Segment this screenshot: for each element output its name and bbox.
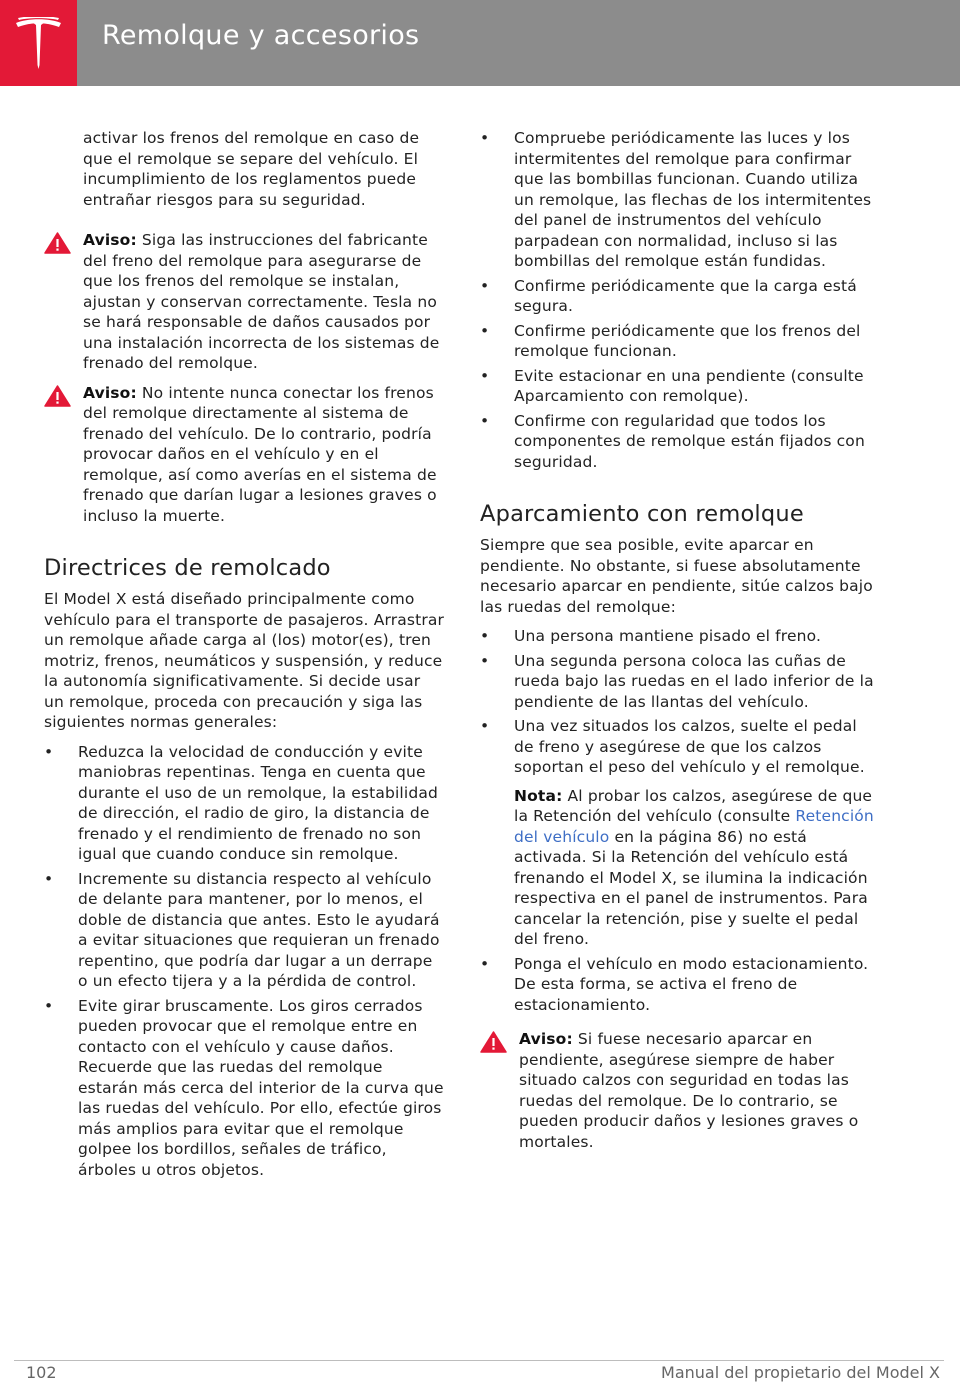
- intro-paragraph: activar los frenos del remolque en caso de que el remolque se separe del vehículo. El incumplimiento de los reglamentos puede entrañar riesgos para su seguridad.: [83, 129, 420, 209]
- warning-text: [519, 1029, 880, 1152]
- section-heading: Directrices de remolcado: [44, 555, 331, 581]
- parking-steps-list-end: [480, 954, 880, 1016]
- right-column: [480, 128, 880, 1152]
- warning-block: [480, 1029, 880, 1152]
- list-item: • Evite estacionar en una pendiente (consulte Aparcamiento con remolque).: [480, 366, 880, 407]
- list-item: • Una segunda persona coloca las cuñas de rueda bajo las ruedas en el lado inferior de la pendiente de las llantas del vehículo.: [480, 651, 880, 713]
- warning-body: Siga las instrucciones del fabricante del freno del remolque para asegurarse de que los frenos del remolque se instalan, ajustan y conservan correctamente. Tesla no se hará responsable de daños causados por una instalación incorrecta de los sistemas de frenado del remolque.: [83, 231, 440, 372]
- page-number: 102: [26, 1363, 57, 1382]
- section-intro: El Model X está diseñado principalmente como vehículo para el transporte de pasajeros. Arrastrar un remolque añade carga al (los) motor(es), tren motriz, frenos, neumáticos y suspensión, y reduce la autonomía significativamente. Si decide usar un remolque, proceda con precaución y siga las siguientes normas generales:: [44, 590, 445, 731]
- warning-block: [44, 230, 444, 374]
- vehicle-hold-link[interactable]: Retención del vehículo: [514, 807, 874, 846]
- note-label: Nota:: [514, 786, 563, 805]
- list-item: • Compruebe periódicamente las luces y los intermitentes del remolque para confirmar que las bombillas funcionan. Cuando utiliza un remolque, las flechas de los intermitentes del panel de instrumentos del vehículo parpadean con normalidad, incluso si las bombillas del remolque están fundidas.: [480, 128, 880, 272]
- list-item: • Confirme periódicamente que la carga está segura.: [480, 276, 880, 317]
- parking-steps-list: [480, 626, 880, 778]
- warning-body: No intente nunca conectar los frenos del remolque directamente al sistema de frenado del vehículo. De lo contrario, podría provocar daños en el vehículo y en el remolque, así como averías en el sistema de frenado que darían lugar a lesiones graves o incluso la muerte.: [83, 383, 437, 525]
- warning-block: [44, 383, 444, 527]
- list-item: • Evite girar bruscamente. Los giros cerrados pueden provocar que el remolque entre en contacto con el vehículo y cause daños. Recuerde que las ruedas del remolque estarán más cerca del interior de la curva que las ruedas del vehículo. Por ello, efectúe giros más amplios para evitar que el remolque golpee los bordillos, señales de tráfico, árboles u otros objetos.: [44, 996, 444, 1181]
- warning-triangle-icon: [480, 1031, 507, 1053]
- list-item: • Incremente su distancia respecto al vehículo de delante para mantener, por lo menos, el doble de distancia que antes. Esto le ayudará a evitar situaciones que requieran un frenado repentino, que podría dar lugar a un derrape o un efecto tijera y a la pérdida de control.: [44, 869, 444, 992]
- left-column: [44, 128, 444, 1180]
- page-title: Remolque y accesorios: [102, 20, 420, 51]
- warning-label: Aviso:: [519, 1030, 573, 1048]
- list-item: • Una persona mantiene pisado el freno.: [480, 626, 880, 647]
- warning-label: Aviso:: [83, 231, 137, 249]
- list-item: • Confirme con regularidad que todos los componentes de remolque están fijados con seguridad.: [480, 411, 880, 473]
- list-item: • Una vez situados los calzos, suelte el pedal de freno y asegúrese de que los calzos soportan el peso del vehículo y el remolque.: [480, 716, 880, 778]
- page-header: [0, 0, 960, 86]
- warning-triangle-icon: [44, 232, 71, 254]
- warning-text: [83, 383, 444, 527]
- list-item: • Ponga el vehículo en modo estacionamiento. De esta forma, se activa el freno de estacionamiento.: [480, 954, 880, 1016]
- list-item: • Confirme periódicamente que los frenos del remolque funcionan.: [480, 321, 880, 362]
- note-text: en la página 86) no está activada. Si la Retención del vehículo está frenando el Model X, se ilumina la indicación respectiva en el panel de instrumentos. Para cancelar la retención, pise y suelte el pedal del freno.: [514, 827, 868, 948]
- note-paragraph: [480, 786, 880, 950]
- footer-divider: [14, 1360, 944, 1361]
- towing-guidelines-list: [44, 742, 444, 1181]
- tesla-logo-icon: [13, 17, 64, 69]
- section-heading: Aparcamiento con remolque: [480, 501, 804, 527]
- warning-body: Si fuese necesario aparcar en pendiente, asegúrese siempre de haber situado calzos con seguridad en todas las ruedas del remolque. De lo contrario, se pueden producir daños y lesiones graves o mortales.: [519, 1030, 859, 1151]
- warning-label: Aviso:: [83, 383, 137, 402]
- warning-triangle-icon: [44, 385, 71, 407]
- warning-text: [83, 230, 444, 374]
- note-text: Al probar los calzos, asegúrese de que la Retención del vehículo (consulte: [514, 786, 873, 825]
- list-item: • Reduzca la velocidad de conducción y evite maniobras repentinas. Tenga en cuenta que durante el uso de un remolque, la estabilidad de dirección, el radio de giro, la distancia de frenado y el rendimiento de frenado no son igual que cuando conduce sin remolque.: [44, 742, 444, 865]
- brand-logo: [0, 0, 77, 86]
- footer-title: Manual del propietario del Model X: [661, 1363, 940, 1382]
- section-intro: Siempre que sea posible, evite aparcar en pendiente. No obstante, si fuese absolutamente necesario aparcar en pendiente, sitúe calzos bajo las ruedas del remolque:: [480, 536, 873, 616]
- checks-list: [480, 128, 880, 472]
